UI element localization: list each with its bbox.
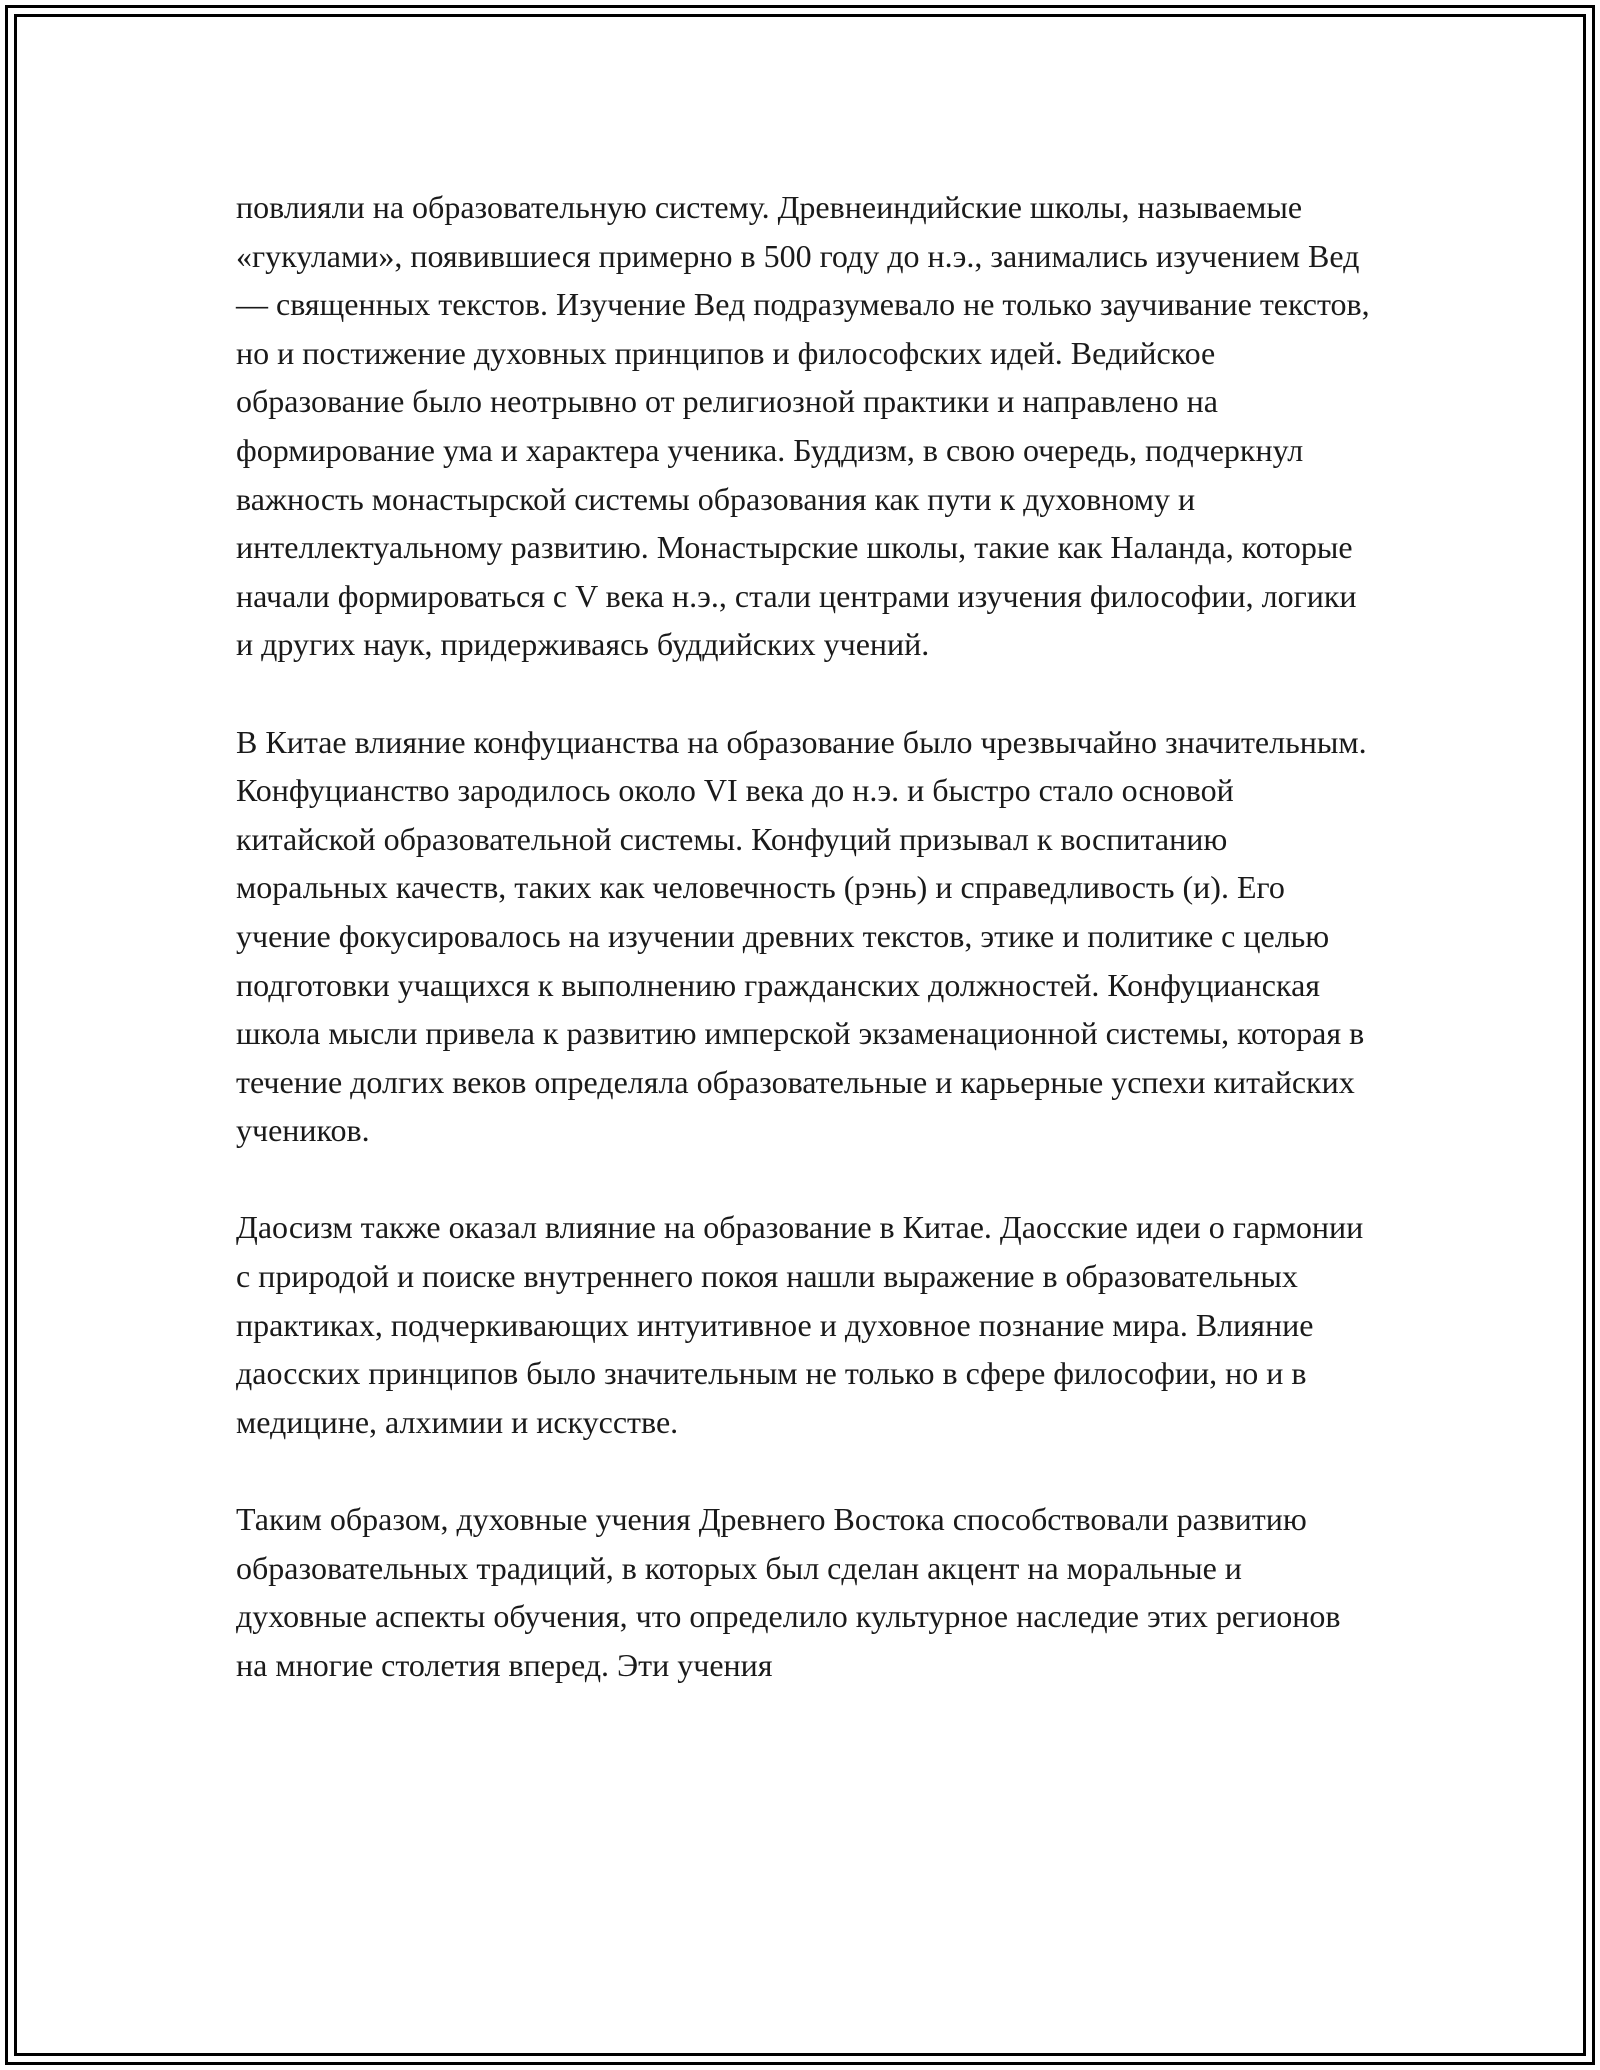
- paragraph-india: повлияли на образовательную систему. Древнеиндийские школы, называемые «гукулами», появившиеся примерно в 500 году до н.э., занимались изучением Вед — священных текстов. Изучение Вед подразумевало не только заучивание текстов, но и постижение духовных принципов и философских идей. Ведийское образование было неотрывно от религиозной практики и направлено на формирование ума и характера ученика. Буддизм, в свою очередь, подчеркнул важность монастырской системы образования как пути к духовному и интеллектуальному развитию. Монастырские школы, такие как Наланда, которые начали формироваться с V века н.э., стали центрами изучения философии, логики и других наук, придерживаясь буддийских учений.: [236, 189, 1370, 663]
- document-body: [236, 183, 1376, 1689]
- paragraph-confucianism: В Китае влияние конфуцианства на образование было чрезвычайно значительным. Конфуцианство зародилось около VI века до н.э. и быстро стало основой китайской образовательной системы. Конфуций призывал к воспитанию моральных качеств, таких как человечность (рэнь) и справедливость (и). Его учение фокусировалось на изучении древних текстов, этике и политике с целью подготовки учащихся к выполнению гражданских должностей. Конфуцианская школа мысли привела к развитию имперской экзаменационной системы, которая в течение долгих веков определяла образовательные и карьерные успехи китайских учеников.: [236, 723, 1367, 1149]
- paragraph-conclusion: Таким образом, духовные учения Древнего Востока способствовали развитию образовательных традиций, в которых был сделан акцент на моральные и духовные аспекты обучения, что определило культурное наследие этих регионов на многие столетия вперед. Эти учения: [236, 1501, 1341, 1683]
- paragraph-taoism: Даосизм также оказал влияние на образование в Китае. Даосские идеи о гармонии с природой и поиске внутреннего покоя нашли выражение в образовательных практиках, подчеркивающих интуитивное и духовное познание мира. Влияние даосских принципов было значительным не только в сфере философии, но и в медицине, алхимии и искусстве.: [236, 1209, 1364, 1440]
